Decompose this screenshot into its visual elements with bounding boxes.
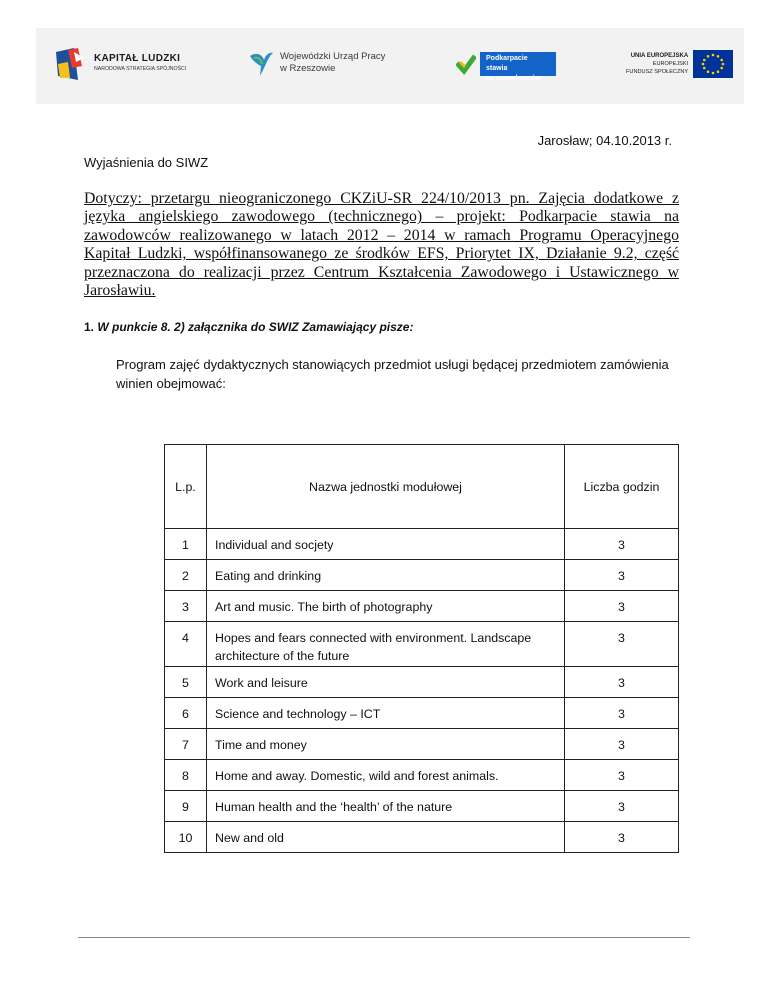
logo-header	[36, 28, 744, 104]
row-lp: 3	[165, 591, 207, 622]
point-1-heading	[84, 320, 413, 334]
kapital-ludzki-logo	[54, 46, 186, 82]
eu-line2: EUROPEJSKI	[652, 61, 689, 67]
row-module-name: Work and leisure	[207, 667, 565, 698]
eu-logo	[626, 50, 733, 78]
module-table	[164, 444, 679, 853]
row-module-name: Individual and socjety	[207, 529, 565, 560]
row-lp: 10	[165, 822, 207, 853]
table-row	[165, 698, 679, 729]
row-module-name: Science and technology – ICT	[207, 698, 565, 729]
point-text: W punkcie 8. 2) załącznika do SWIZ Zamawiający pisze:	[97, 320, 414, 334]
wup-name-line2: w Rzeszowie	[280, 63, 336, 74]
document-date: Jarosław; 04.10.2013 r.	[537, 133, 672, 148]
table-row	[165, 667, 679, 698]
intro-paragraph: Program zajęć dydaktycznych stanowiących przedmiot usługi będącej przedmiotem zamówienia winien obejmować:	[116, 357, 669, 391]
row-hours: 3	[565, 822, 679, 853]
podkarpacie-line1: Podkarpacie stawia	[486, 55, 528, 72]
wup-name-line1: Wojewódzki Urząd Pracy	[280, 51, 386, 62]
row-hours: 3	[565, 698, 679, 729]
table-row	[165, 591, 679, 622]
row-lp: 4	[165, 622, 207, 667]
table-header-row	[165, 445, 679, 529]
row-lp: 2	[165, 560, 207, 591]
table-row	[165, 622, 679, 667]
podkarpacie-logo	[456, 52, 556, 82]
row-hours: 3	[565, 667, 679, 698]
row-hours: 3	[565, 622, 679, 667]
row-lp: 1	[165, 529, 207, 560]
table-row	[165, 529, 679, 560]
subject-paragraph: Dotyczy: przetargu nieograniczonego CKZiU-SR 224/10/2013 pn. Zajęcia dodatkowe z języka angielskiego zawodowego (technicznego) – projekt: Podkarpacie stawia na zawodowców realizowanego w latach 2012 – 2014 w ramach Programu Operacyjnego Kapitał Ludzki, współfinansowanego ze środków EFS, Priorytet IX, Działanie 9.2, część przeznaczona do realizacji przez Centrum Kształcenia Zawodowego i Ustawicznego w Jarosławiu.	[84, 190, 679, 300]
kapital-ludzki-title: KAPITAŁ LUDZKI	[94, 53, 181, 64]
checkmark-icon	[456, 53, 476, 75]
row-module-name: Home and away. Domestic, wild and forest animals.	[207, 760, 565, 791]
row-lp: 9	[165, 791, 207, 822]
footer-divider	[78, 937, 690, 938]
row-hours: 3	[565, 529, 679, 560]
row-lp: 5	[165, 667, 207, 698]
kapital-ludzki-subtitle: NARODOWA STRATEGIA SPÓJNOŚCI	[94, 66, 187, 72]
row-hours: 3	[565, 760, 679, 791]
row-hours: 3	[565, 591, 679, 622]
row-hours: 3	[565, 560, 679, 591]
row-module-name: New and old	[207, 822, 565, 853]
table-row	[165, 822, 679, 853]
document-heading: Wyjaśnienia do SIWZ	[84, 155, 209, 170]
row-module-name: Eating and drinking	[207, 560, 565, 591]
row-module-name: Art and music. The birth of photography	[207, 591, 565, 622]
row-hours: 3	[565, 729, 679, 760]
row-lp: 6	[165, 698, 207, 729]
wup-logo	[248, 48, 385, 78]
table-row	[165, 791, 679, 822]
eu-flag-icon	[693, 50, 733, 78]
table-row	[165, 760, 679, 791]
row-module-name: Hopes and fears connected with environment. Landscape architecture of the future	[207, 622, 565, 667]
kapital-ludzki-emblem-icon	[54, 46, 88, 82]
header-hours: Liczba godzin	[565, 445, 679, 529]
row-lp: 7	[165, 729, 207, 760]
point-number: 1.	[84, 320, 95, 334]
header-module-name: Nazwa jednostki modułowej	[207, 445, 565, 529]
table-row	[165, 560, 679, 591]
eu-line3: FUNDUSZ SPOŁECZNY	[626, 69, 689, 75]
row-module-name: Time and money	[207, 729, 565, 760]
row-hours: 3	[565, 791, 679, 822]
eu-line1: UNIA EUROPEJSKA	[630, 53, 689, 59]
row-module-name: Human health and the ‘health’ of the nature	[207, 791, 565, 822]
podkarpacie-line2: na zawodowców	[486, 75, 541, 82]
row-lp: 8	[165, 760, 207, 791]
header-lp: L.p.	[165, 445, 207, 529]
bird-icon	[248, 48, 274, 78]
table-row	[165, 729, 679, 760]
